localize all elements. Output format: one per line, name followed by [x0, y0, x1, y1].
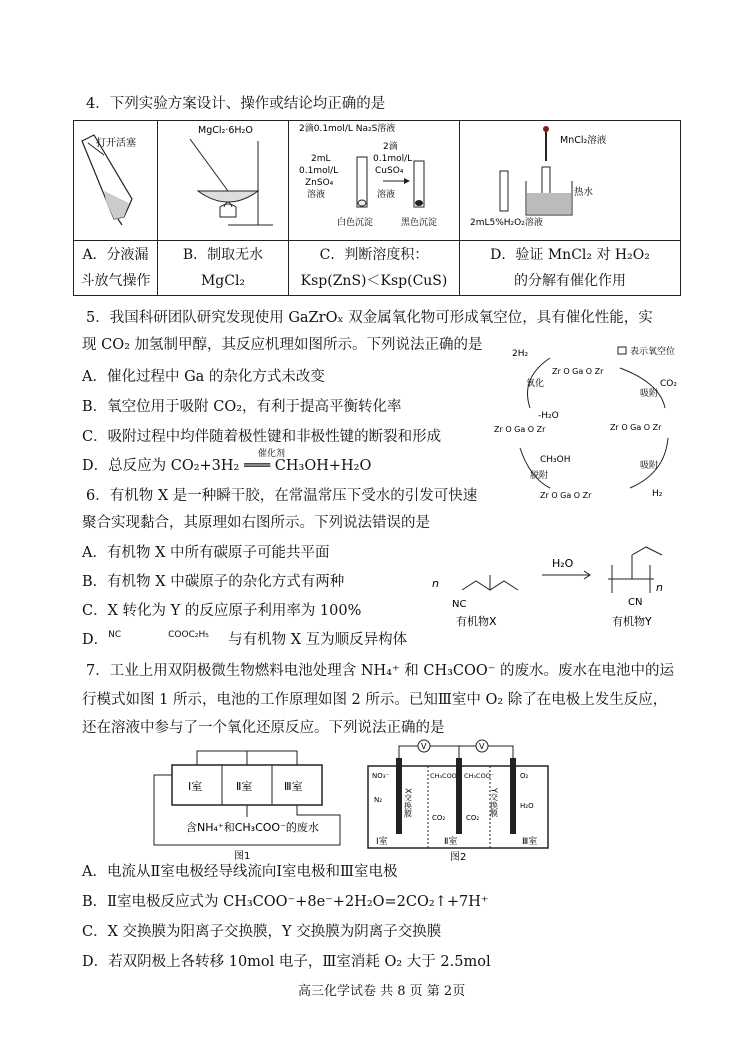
ga-zr-structures — [494, 367, 662, 500]
q7-option-d: D．若双阴极上各转移 10mol 电子，Ⅲ室消耗 O₂ 大于 2.5mol — [82, 954, 491, 970]
q6-option-c: C．X 转化为 Y 的反应原子利用率为 100% — [82, 603, 362, 619]
oxid-label: 氧化 — [526, 379, 545, 389]
y-cn: CN — [628, 597, 643, 608]
q4-option-d — [460, 241, 681, 296]
fig2-r2: Ⅱ室 — [444, 837, 458, 847]
q4-fig-b — [158, 121, 289, 241]
d-h2o2: 2mL5%H₂O₂溶液 — [470, 218, 543, 228]
legend-label: 表示氧空位 — [630, 347, 676, 357]
x-label: 有机物X — [456, 615, 497, 628]
q7-line1: 7．工业上用双阴极微生物燃料电池处理含 NH₄⁺ 和 CH₃COO⁻ 的废水。废水在电池中的运 — [86, 663, 675, 679]
q4-fig-a — [74, 121, 158, 241]
n-right: n — [656, 581, 663, 594]
c-left1: 2mL — [311, 154, 331, 164]
c-top-label: 2滴0.1mol/L Na₂S溶液 — [299, 124, 396, 134]
voltmeter-2: V — [479, 742, 485, 751]
q6-reaction-figure — [432, 535, 692, 630]
c-right4: 溶液 — [377, 190, 396, 200]
q6-option-d — [82, 630, 407, 650]
q7-option-b: B．Ⅱ室电极反应式为 CH₃COO⁻+8e⁻+2H₂O=2CO₂↑+7H⁺ — [82, 894, 489, 910]
fig2-ch3coo2: CH₃COO⁻ — [464, 772, 495, 780]
c-white: 白色沉淀 — [337, 218, 374, 228]
vacancy-legend-box — [618, 347, 626, 354]
q6-line2: 聚合实现黏合，其原理如右图所示。下列说法错误的是 — [82, 515, 430, 531]
q4-b-l1: B．制取无水 — [182, 247, 264, 263]
voltmeter-1: V — [421, 742, 427, 751]
q5-option-c: C．吸附过程中均伴随着极性键和非极性键的断裂和形成 — [82, 429, 442, 445]
q4-fig-c — [289, 121, 460, 241]
fig2-xmem: X交换膜 — [403, 788, 413, 818]
fig2-r1: Ⅰ室 — [376, 837, 388, 847]
q5-d-catalyst: 催化剂 — [258, 449, 286, 459]
d-mncl2: MnCl₂溶液 — [560, 135, 607, 146]
q4-a-l2: 斗放气操作 — [80, 273, 151, 289]
q6-d-prefix: D． — [82, 632, 109, 648]
fig1-caption: 图1 — [234, 851, 251, 860]
q5-option-b: B．氧空位用于吸附 CO₂，有利于提高平衡转化率 — [82, 399, 402, 415]
b-salt-label: MgCl₂·6H₂O — [198, 125, 253, 136]
x-nc: NC — [452, 599, 467, 610]
q4-option-c — [289, 241, 460, 296]
n-left: n — [432, 577, 439, 590]
q4-a-l1: A．分液漏 — [82, 247, 149, 263]
separatory-funnel-figure — [74, 121, 157, 231]
fig1-r1: Ⅰ室 — [188, 780, 203, 793]
fig2-co2b: CO₂ — [466, 814, 480, 822]
q4-b-l2: MgCl₂ — [200, 273, 246, 289]
svg-text:Zr O Ga O Zr: Zr O Ga O Zr — [552, 367, 604, 376]
q5-option-d: D．总反应为 CO₂+3H₂ ═══ CH₃OH+H₂O — [82, 458, 372, 474]
fig2-ymem: Y交换膜 — [489, 788, 499, 817]
precipitation-figure — [289, 121, 459, 231]
h2o-label: -H₂O — [538, 411, 559, 421]
fig2-n2: N₂ — [374, 796, 383, 804]
q6-option-a: A．有机物 X 中所有碳原子可能共平面 — [82, 545, 330, 561]
q6-d-nc: NC — [108, 630, 122, 640]
evaporation-figure — [158, 121, 288, 231]
svg-text:Zr O Ga O Zr: Zr O Ga O Zr — [610, 423, 662, 432]
q7-line2: 行模式如图 1 所示，电池的工作原理如图 2 所示。已知Ⅲ室中 O₂ 除了在电极上发生反应， — [82, 692, 668, 708]
fig1-waste: 含NH₄⁺和CH₃COO⁻的废水 — [186, 821, 319, 834]
q5-option-a: A．催化过程中 Ga 的杂化方式未改变 — [82, 369, 325, 385]
ch3oh-label: CH₃OH — [540, 455, 571, 465]
q4-c-l1: C．判断溶度积： — [319, 247, 429, 263]
q4-table — [73, 120, 681, 296]
q7-line3: 还在溶液中参与了一个氧化还原反应。下列说法正确的是 — [82, 720, 445, 736]
q4-fig-d — [460, 121, 681, 241]
q6-line1: 6．有机物 X 是一种瞬干胶，在常温常压下受水的引发可快速 — [86, 488, 478, 504]
fig1-r3: Ⅲ室 — [284, 780, 303, 793]
fig2-h2o: H₂O — [520, 802, 534, 810]
catalysis-figure — [460, 121, 680, 231]
adsorb2-label: 吸附 — [640, 461, 659, 471]
page-footer: 高三化学试卷 共 8 页 第 2页 — [298, 984, 466, 999]
fig2-co2a: CO₂ — [432, 814, 446, 822]
q4-option-a — [74, 241, 158, 296]
a-tap-label: 打开活塞 — [96, 138, 136, 149]
c-right3: CuSO₄ — [375, 166, 404, 176]
q5-line1: 5．我国科研团队研究发现使用 GaZrOₓ 双金属氧化物可形成氧空位，具有催化性能，实 — [86, 310, 653, 326]
c-left4: 溶液 — [307, 190, 326, 200]
h2-left: 2H₂ — [512, 349, 529, 359]
c-black: 黑色沉淀 — [401, 218, 438, 228]
q7-fig1 — [150, 745, 360, 860]
fig2-o2: O₂ — [520, 772, 529, 780]
h2-right: H₂ — [652, 489, 663, 499]
q6-d-ester: COOC₂H₅ — [168, 630, 209, 640]
d-hot: 热水 — [574, 187, 594, 198]
y-label: 有机物Y — [612, 615, 652, 628]
q6-option-b: B．有机物 X 中碳原子的杂化方式有两种 — [82, 574, 345, 590]
q6-d-suffix: 与有机物 X 互为顺反异构体 — [228, 632, 408, 648]
fig2-no3: NO₃⁻ — [372, 772, 390, 780]
q5-line2: 现 CO₂ 加氢制甲醇，其反应机理如图所示。下列说法正确的是 — [82, 337, 483, 353]
fig2-r3: Ⅲ室 — [522, 837, 538, 847]
adsorb1-label: 吸附 — [640, 389, 659, 399]
c-right2: 0.1mol/L — [373, 154, 413, 164]
c-right1: 2滴 — [383, 142, 398, 152]
q4-c-l2: Ksp(ZnS)＜Ksp(CuS) — [300, 273, 448, 289]
fig2-caption: 图2 — [450, 852, 467, 863]
q4-option-b — [158, 241, 289, 296]
q4-d-l2: 的分解有催化作用 — [514, 273, 626, 289]
c-left3: ZnSO₄ — [305, 178, 334, 188]
fig1-r2: Ⅱ室 — [236, 780, 253, 793]
svg-text:Zr O Ga O Zr: Zr O Ga O Zr — [540, 491, 592, 500]
h2o-label: H₂O — [552, 557, 574, 570]
c-left2: 0.1mol/L — [299, 166, 339, 176]
desorb-label: 脱附 — [530, 471, 549, 481]
co2-label: CO₂ — [660, 379, 677, 389]
q7-option-a: A．电流从Ⅱ室电极经导线流向Ⅰ室电极和Ⅲ室电极 — [82, 864, 398, 880]
q4-d-l1: D．验证 MnCl₂ 对 H₂O₂ — [490, 247, 650, 263]
svg-text:Zr O Ga O Zr: Zr O Ga O Zr — [494, 425, 546, 434]
q5-mechanism-figure — [490, 338, 700, 508]
q7-fig2 — [364, 738, 554, 863]
q7-option-c: C．X 交换膜为阳离子交换膜，Y 交换膜为阴离子交换膜 — [82, 924, 442, 940]
q4-stem: 4．下列实验方案设计、操作或结论均正确的是 — [86, 96, 386, 112]
fig2-ch3coo1: CH₃COO⁻ — [430, 772, 461, 780]
